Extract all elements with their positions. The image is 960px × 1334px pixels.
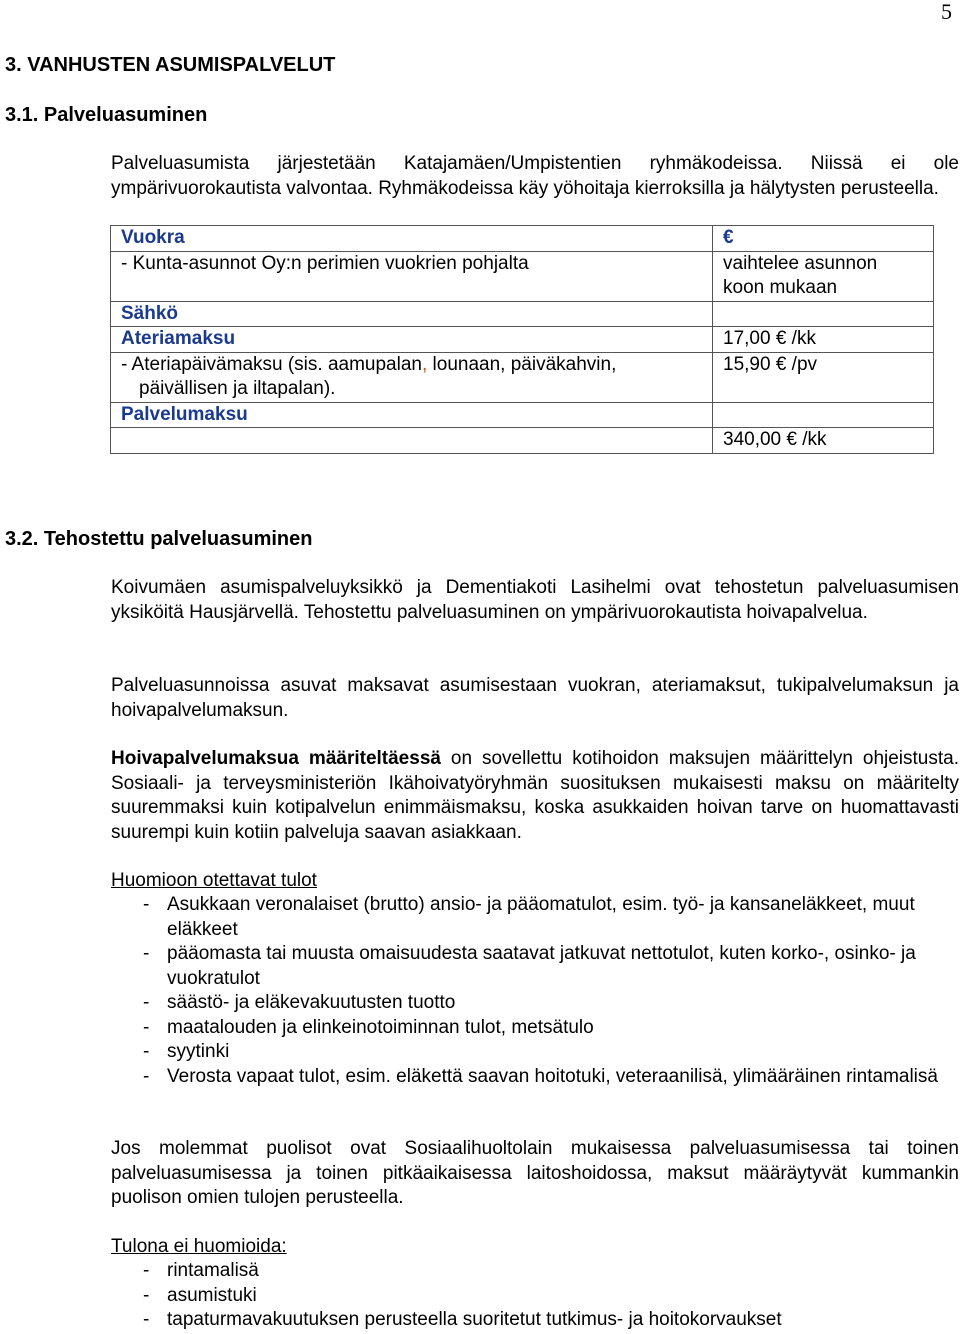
excluded-list bbox=[143, 1259, 959, 1333]
palvelu-value: 340,00 € /kk bbox=[713, 428, 934, 454]
paragraph-maksut: Palveluasunnoissa asuvat maksavat asumisestaan vuokran, ateriamaksut, tukipalvelumaksun ja hoivapalvelumaksun. bbox=[111, 675, 959, 721]
income-list bbox=[143, 893, 959, 1089]
vuokra-value: vaihtelee asunnon koon mukaan bbox=[713, 251, 934, 301]
sahko-value: 17,00 € /kk bbox=[713, 327, 934, 353]
income-heading: Huomioon otettavat tulot bbox=[111, 870, 317, 891]
list-item: - maatalouden ja elinkeinotoiminnan tulot, metsätulo bbox=[143, 1016, 959, 1041]
list-item: - tapaturmavakuutuksen perusteella suoritetut tutkimus- ja hoitokorvaukset bbox=[143, 1308, 959, 1333]
hoivapalvelumaksu-bold: Hoivapalvelumaksua määriteltäessä bbox=[111, 748, 441, 769]
fee-table bbox=[110, 225, 934, 454]
subsection-title-1: 3.1. Palveluasuminen bbox=[5, 104, 208, 126]
ateria-text: - Ateriapäivämaksu (sis. aamupalan, lounaan, päiväkahvin, päivällisen ja iltapalan). bbox=[111, 352, 713, 402]
intro-paragraph: Palveluasumista järjestetään Katajamäen/Umpistentien ryhmäkodeissa. Niissä ei ole ympärivuorokautista valvontaa. Ryhmäkodeissa käy yöhoitaja kierroksilla ja hälytysten perusteella. bbox=[111, 153, 959, 199]
list-item: - Verosta vapaat tulot, esim. eläkettä saavan hoitotuki, veteraanilisä, ylimääräinen rintamalisä bbox=[143, 1065, 959, 1090]
palvelu-header: Palvelumaksu bbox=[111, 402, 713, 428]
list-item: - säästö- ja eläkevakuutusten tuotto bbox=[143, 991, 959, 1016]
hoivapalvelumaksu-rest: on sovellettu kotihoidon maksujen määrittelyn ohjeistusta. Sosiaali- ja terveysministeriön Ikähoivatyöryhmän suosituksen mukaisesti maksu on määritelty suuremmaksi kuin kotipalvelun enimmäismaksu, koska asukkaiden hoivan tarve on huomattavasti suurempi kuin kotiin palveluja saavan asiakkaan. bbox=[111, 748, 959, 843]
list-item: - pääomasta tai muusta omaisuudesta saatavat jatkuvat nettotulot, kuten korko-, osinko- ja vuokratulot bbox=[143, 942, 959, 991]
section-title: 3. VANHUSTEN ASUMISPALVELUT bbox=[5, 54, 336, 76]
ateria-value: 15,90 € /pv bbox=[713, 352, 934, 402]
list-item: - syytinki bbox=[143, 1040, 959, 1065]
vuokra-header: Vuokra bbox=[111, 226, 713, 252]
page-number: 5 bbox=[941, 0, 952, 24]
list-item: - Asukkaan veronalaiset (brutto) ansio- ja pääomatulot, esim. työ- ja kansaneläkkeet, muut eläkkeet bbox=[143, 893, 959, 942]
ateria-header: Ateriamaksu bbox=[111, 327, 713, 353]
subsection-title-2: 3.2. Tehostettu palveluasuminen bbox=[5, 528, 313, 550]
list-item: - rintamalisä bbox=[143, 1259, 959, 1284]
palvelu-empty-left bbox=[111, 428, 713, 454]
paragraph-tehostettu: Koivumäen asumispalveluyksikkö ja Dementiakoti Lasihelmi ovat tehostetun palveluasumisen yksiköitä Hausjärvellä. Tehostettu palveluasuminen on ympärivuorokautista hoivapalvelua. bbox=[111, 577, 959, 623]
palvelu-empty bbox=[713, 402, 934, 428]
sahko-header: Sähkö bbox=[111, 301, 713, 327]
paragraph-hoivapalvelumaksu bbox=[111, 747, 959, 845]
euro-header: € bbox=[713, 226, 934, 252]
excluded-heading: Tulona ei huomioida: bbox=[111, 1236, 287, 1257]
list-item: - asumistuki bbox=[143, 1284, 959, 1309]
paragraph-puolisot: Jos molemmat puolisot ovat Sosiaalihuoltolain mukaisessa palveluasumisessa tai toinen palveluasumisessa ja toinen pitkäaikaisessa laitoshoidossa, maksut määräytyvät kummankin puolison omien tulojen perusteella. bbox=[111, 1138, 959, 1208]
sahko-empty bbox=[713, 301, 934, 327]
vuokra-text: - Kunta-asunnot Oy:n perimien vuokrien pohjalta bbox=[111, 251, 713, 301]
